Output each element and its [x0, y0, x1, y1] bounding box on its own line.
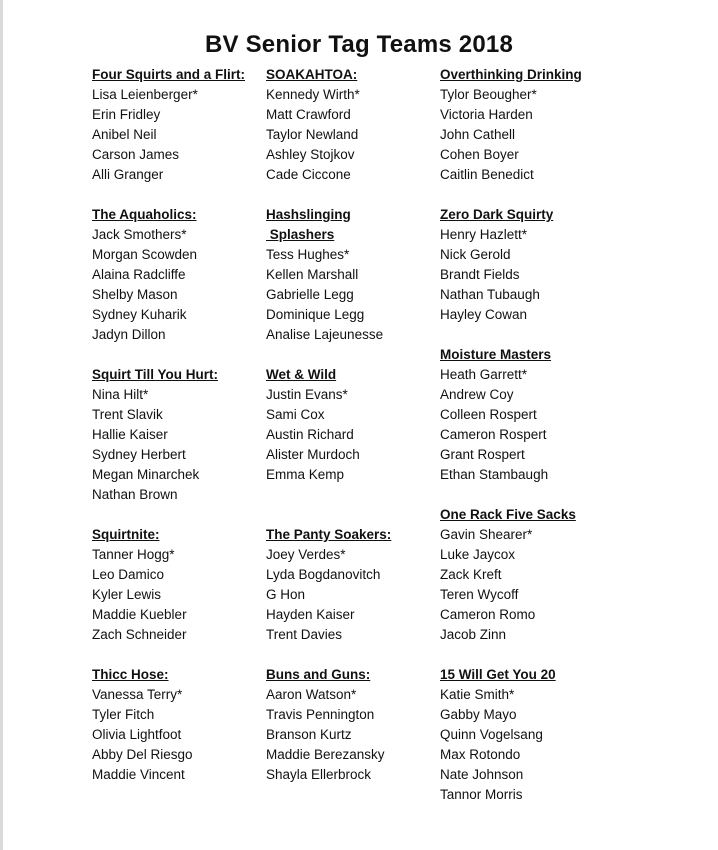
team-name: Thicc Hose: [92, 667, 169, 682]
team-member: Anibel Neil [92, 127, 157, 142]
team-block [92, 205, 197, 345]
team-member: Katie Smith* [440, 687, 515, 702]
team-block [92, 665, 193, 785]
team-member: Analise Lajeunesse [266, 327, 384, 342]
team-member: Ethan Stambaugh [440, 467, 549, 482]
team-member: Nina Hilt* [92, 387, 149, 402]
team-member: Cameron Romo [440, 607, 536, 622]
team-member: Sami Cox [266, 407, 325, 422]
team-member: Nathan Tubaugh [440, 287, 540, 302]
team-member: Maddie Berezansky [266, 747, 385, 762]
team-member: Jadyn Dillon [92, 327, 166, 342]
team-member: Shayla Ellerbrock [266, 767, 372, 782]
team-member: Taylor Newland [266, 127, 359, 142]
team-member: Tyler Fitch [92, 707, 155, 722]
team-block [92, 365, 218, 505]
team-member: Tess Hughes* [266, 247, 350, 262]
team-name: Squirtnite: [92, 527, 160, 542]
team-member: Emma Kemp [266, 467, 345, 482]
team-member: Justin Evans* [266, 387, 348, 402]
team-member: Morgan Scowden [92, 247, 198, 262]
team-member: Trent Slavik [92, 407, 163, 422]
team-block [266, 365, 360, 485]
team-member: Luke Jaycox [440, 547, 516, 562]
team-name: Zero Dark Squirty [440, 207, 554, 222]
team-member: Matt Crawford [266, 107, 351, 122]
team-member: Shelby Mason [92, 287, 178, 302]
team-member: Cohen Boyer [440, 147, 519, 162]
team-block [266, 65, 360, 185]
team-member: Lyda Bogdanovitch [266, 567, 381, 582]
team-member: Andrew Coy [440, 387, 514, 402]
team-name: The Panty Soakers: [266, 527, 392, 542]
team-member: Cade Ciccone [266, 167, 351, 182]
team-member: John Cathell [440, 127, 516, 142]
team-member: Jacob Zinn [440, 627, 507, 642]
team-member: Brandt Fields [440, 267, 520, 282]
team-member: Abby Del Riesgo [92, 747, 193, 762]
team-block [440, 345, 551, 485]
team-member: Joey Verdes* [266, 547, 346, 562]
team-name: The Aquaholics: [92, 207, 197, 222]
team-block [440, 65, 582, 185]
team-name: Four Squirts and a Flirt: [92, 67, 246, 82]
page-title: BV Senior Tag Teams 2018 [204, 31, 514, 58]
team-member: Maddie Kuebler [92, 607, 187, 622]
team-name: Overthinking Drinking [440, 67, 582, 82]
team-member: Teren Wycoff [440, 587, 519, 602]
team-member: Zach Schneider [92, 627, 187, 642]
team-member: Gabby Mayo [440, 707, 517, 722]
team-member: Sydney Herbert [92, 447, 186, 462]
team-member: Alli Granger [92, 167, 164, 182]
team-member: Tanner Hogg* [92, 547, 175, 562]
team-member: Colleen Rospert [440, 407, 537, 422]
team-member: Vanessa Terry* [92, 687, 183, 702]
team-member: Kellen Marshall [266, 267, 359, 282]
team-member: Gabrielle Legg [266, 287, 354, 302]
team-block [266, 205, 383, 345]
team-member: Cameron Rospert [440, 427, 547, 442]
team-member: Tannor Morris [440, 787, 523, 802]
team-member: Dominique Legg [266, 307, 365, 322]
team-member: Tylor Beougher* [440, 87, 537, 102]
team-member: Nick Gerold [440, 247, 511, 262]
team-member: Caitlin Benedict [440, 167, 534, 182]
team-member: Hallie Kaiser [92, 427, 168, 442]
team-member: Branson Kurtz [266, 727, 352, 742]
team-member: Victoria Harden [440, 107, 533, 122]
team-member: Max Rotondo [440, 747, 521, 762]
team-member: G Hon [266, 587, 306, 602]
team-block [266, 665, 385, 785]
team-member: Ashley Stojkov [266, 147, 355, 162]
team-member: Zack Kreft [440, 567, 502, 582]
team-member: Henry Hazlett* [440, 227, 528, 242]
team-name: Squirt Till You Hurt: [92, 367, 218, 382]
team-name: Moisture Masters [440, 347, 552, 362]
team-member: Alister Murdoch [266, 447, 360, 462]
team-member: Kyler Lewis [92, 587, 162, 602]
team-block [440, 205, 553, 325]
team-member: Megan Minarchek [92, 467, 200, 482]
team-block [440, 505, 576, 645]
team-name-line: Splashers [266, 227, 335, 242]
team-member: Hayden Kaiser [266, 607, 355, 622]
team-member: Lisa Leienberger* [92, 87, 198, 102]
team-member: Carson James [92, 147, 180, 162]
team-member: Grant Rospert [440, 447, 525, 462]
team-name: Buns and Guns: [266, 667, 371, 682]
team-member: Alaina Radcliffe [92, 267, 186, 282]
team-member: Leo Damico [92, 567, 165, 582]
team-block [92, 65, 245, 185]
team-member: Sydney Kuharik [92, 307, 187, 322]
team-member: Kennedy Wirth* [266, 87, 360, 102]
team-block [266, 525, 391, 645]
team-member: Erin Fridley [92, 107, 161, 122]
team-name-line: Hashslinging [266, 207, 351, 222]
team-member: Gavin Shearer* [440, 527, 533, 542]
team-member: Quinn Vogelsang [440, 727, 543, 742]
team-name: One Rack Five Sacks [440, 507, 576, 522]
team-name: Wet & Wild [266, 367, 337, 382]
team-name: SOAKAHTOA: [266, 67, 358, 82]
team-member: Jack Smothers* [92, 227, 187, 242]
team-member: Hayley Cowan [440, 307, 528, 322]
team-member: Aaron Watson* [266, 687, 357, 702]
team-member: Travis Pennington [266, 707, 375, 722]
team-member: Maddie Vincent [92, 767, 185, 782]
team-member: Austin Richard [266, 427, 354, 442]
page-edge [0, 0, 3, 850]
team-member: Nate Johnson [440, 767, 524, 782]
team-member: Olivia Lightfoot [92, 727, 182, 742]
team-member: Nathan Brown [92, 487, 178, 502]
team-block [92, 525, 187, 645]
team-member: Heath Garrett* [440, 367, 528, 382]
team-member: Trent Davies [266, 627, 343, 642]
team-name: 15 Will Get You 20 [440, 667, 556, 682]
team-block [440, 665, 556, 805]
